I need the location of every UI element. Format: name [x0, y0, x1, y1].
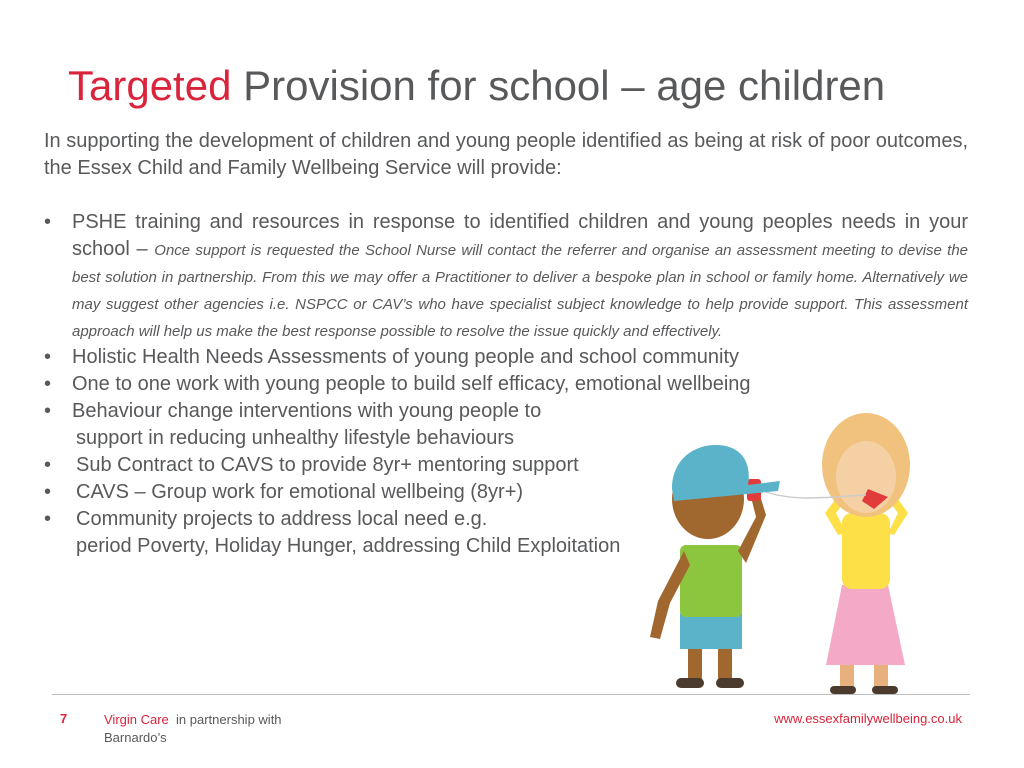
- list-item-text: PSHE training and resources in response to identified children and young peoples needs in your school –: [72, 211, 968, 260]
- list-item-text: Community projects to address local need e.g.: [76, 508, 488, 530]
- list-item-note: Once support is requested the School Nurse will contact the referrer and organise an assessment meeting to devise the best solution in partnership. From this we may offer a Practitioner to deliver a bespoke plan in school or family home. Alternatively we may suggest other agencies i.e. NSPCC or CAV’s who have specialist subject knowledge to help provide support. This assessment approach will help us make the best response possible to resolve the issue quickly and effectively.: [72, 242, 968, 340]
- page-number: 7: [60, 711, 68, 726]
- website-link[interactable]: www.essexfamilywellbeing.co.uk: [774, 711, 962, 726]
- list-item-text: Sub Contract to CAVS to provide 8yr+ mentoring support: [76, 454, 579, 476]
- list-item: [44, 371, 968, 398]
- brand-name: Virgin Care: [104, 712, 169, 727]
- footer-brand: [104, 711, 282, 747]
- list-item-continuation: support in reducing unhealthy lifestyle behaviours: [76, 427, 515, 449]
- partner-name: Barnardo’s: [104, 730, 167, 745]
- intro-paragraph: In supporting the development of children and young people identified as being at risk of poor outcomes, the Essex Child and Family Wellbeing Service will provide:: [44, 130, 968, 179]
- title-rest: Provision for school – age children: [243, 62, 886, 109]
- list-item: [44, 209, 968, 344]
- title-accent: Targeted: [68, 62, 232, 109]
- list-item-text: Holistic Health Needs Assessments of young people and school community: [72, 346, 740, 368]
- footer-divider: [52, 694, 970, 695]
- girl-figure: [822, 413, 910, 694]
- children-illustration: [630, 405, 990, 697]
- page-title: [68, 62, 885, 110]
- boy-figure: [650, 445, 780, 688]
- partnership-text: in partnership with: [176, 712, 282, 727]
- list-item-continuation: period Poverty, Holiday Hunger, addressing Child Exploitation: [76, 535, 621, 557]
- list-item-text: Behaviour change interventions with young people to: [72, 400, 542, 422]
- list-item-text: CAVS – Group work for emotional wellbeing (8yr+): [76, 481, 524, 503]
- list-item-text: One to one work with young people to build self efficacy, emotional wellbeing: [72, 373, 751, 395]
- list-item: [44, 344, 968, 371]
